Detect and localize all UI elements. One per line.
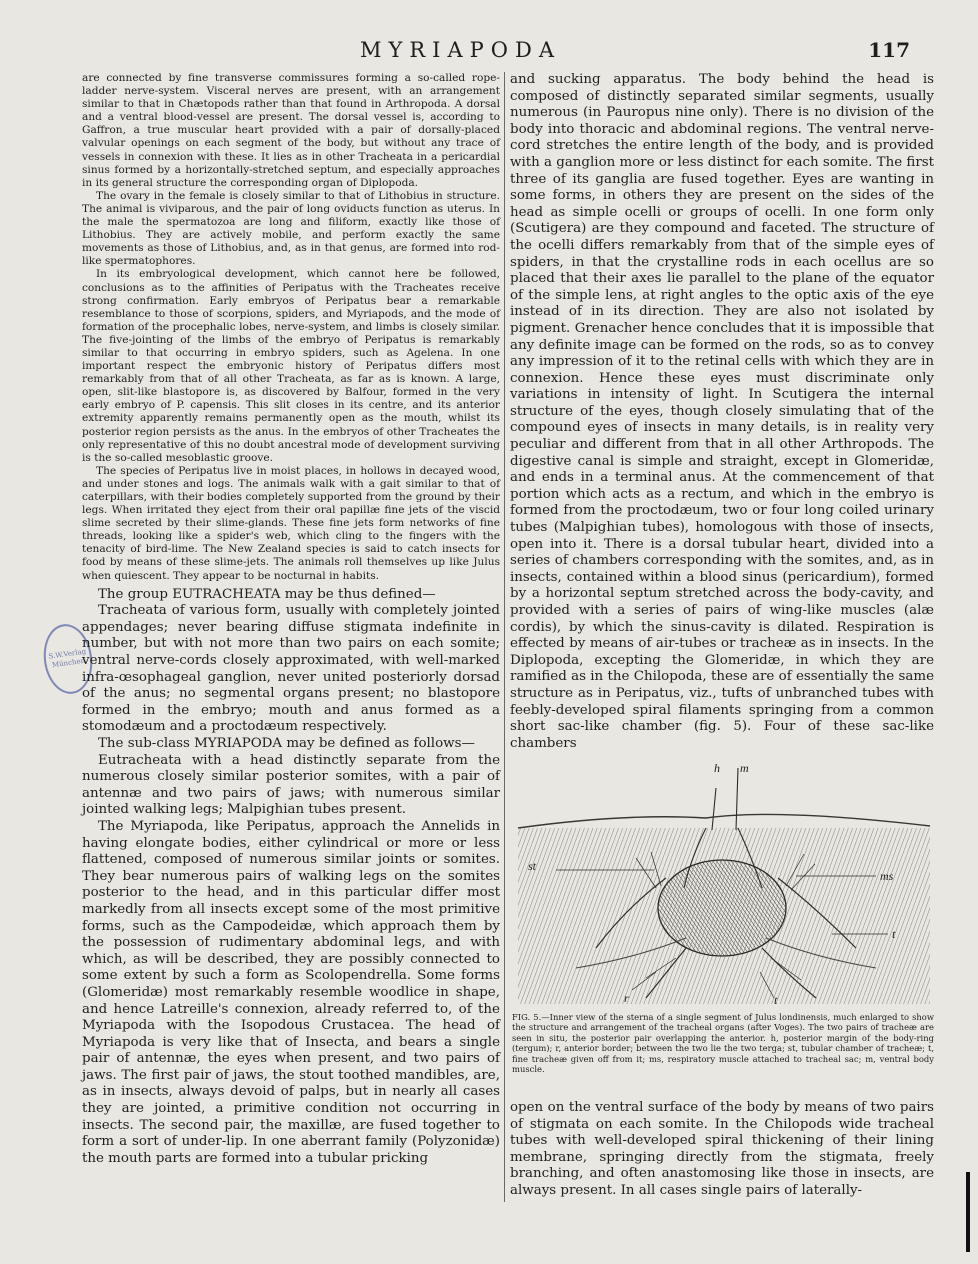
paragraph: The group EUTRACHEATA may be thus defined— xyxy=(98,586,436,602)
paragraph: The sub-class MYRIAPODA may be defined as follows— xyxy=(98,736,475,751)
paragraph: The Myriapoda, like Peripatus, approach the Annelids in having elongate bodies, either cylindrical or more or less flattened, composed of numerous similar joints or somites. They bear numerous pairs of walking legs on the somites posterior to the head, and in this particular differ most markedly from all insects except some of the most primitive forms, such as the Campodeidæ, which approach them by the possession of rudimentary abdominal legs, and with which, as will be described, they are possibly connected to some extent by such a form as Scolopendrella. Some forms (Glomeridæ) most remarkably resemble woodlice in shape, and hence Latreille's connexion, already referred to, of the Myriapoda with the Isopodous Crustacea. The head of Myriapoda is very like that of Insecta, and bears a single pair of antennæ, the eyes when present, and two pairs of jaws. The first pair of jaws, the stout toothed mandibles, are, as in insects, always devoid of palps, but in nearly all cases they are jointed, a primitive condition not occurring in insects. The second pair, the maxillæ, are fused together to form a sort of under-lip. In one aberrant family (Polyzonidæ) the mouth parts are formed into a tubular pricking xyxy=(82,818,500,1166)
label-r: r xyxy=(624,991,629,1005)
label-ms: ms xyxy=(880,869,894,883)
paragraph: Tracheata of various form, usually with completely jointed appendages; never bearing diffuse stigmata indefinite in number, but with not more than two pairs on each somite; ventral nerve-cords closely approximated, with well-marked infra-œsophageal ganglion, never united posteriorly dorsad of the anus; no segmental organs present; no blastopore formed in the embryo; mouth and anus formed as a stomodæum and a proctodæum respectively. xyxy=(82,603,500,735)
label-st: st xyxy=(528,859,537,873)
column-divider xyxy=(504,72,505,1202)
label-h: h xyxy=(714,761,720,775)
scan-edge-mark xyxy=(966,1172,970,1252)
figure-caption: FIG. 5.—Inner view of the sterna of a single segment of Julus londinensis, much enlarged to show the structure and arrangement of the tracheal organs (after Voges). The two pairs of tracheæ are seen in situ, the posterior pair overlapping the anterior. h, posterior margin of the body-ring (tergum); r, anterior border; between the two lie the two terga; st, tubular chamber of tracheæ; t, fine tracheæ given off from it; ms, respiratory muscle attached to tracheal sac; m, ventral body muscle. xyxy=(512,1012,934,1075)
right-column xyxy=(510,72,934,752)
paragraph: are connected by fine transverse commissures forming a so-called rope-ladder nerve-system. Visceral nerves are present, with an arrangement similar to that in Chætopods rather than that found in Arthropoda. A dorsal and a ventral blood-vessel are present. The dorsal vessel is, according to Gaffron, a true muscular heart provided with a pair of dorsally-placed valvular openings on each segment of the body, but without any trace of vessels in connexion with these. It lies as in other Tracheata in a pericardial sinus formed by a horizontally-stretched septum, and especially approaches in its general structure the corresponding organ of Diplopoda. xyxy=(82,72,500,189)
paragraph: In its embryological development, which cannot here be followed, conclusions as to the affinities of Peripatus with the Tracheates receive strong confirmation. Early embryos of Peripatus bear a remarkable resemblance to those of scorpions, spiders, and Myriapods, and the mode of formation of the procephalic lobes, nerve-system, and limbs is closely similar. The five-jointing of the limbs of the embryo of Peripatus is remarkably similar to that occurring in embryo spiders, such as Agelena. In one important respect the embryonic history of Peripatus differs most remarkably from that of all other Tracheata, as far as is known. A large, open, slit-like blastopore is, as discovered by Balfour, formed in the very early embryo of P. capensis. This slit closes in its centre, and its anterior extremity apparently remains permanently open as the mouth, whilst its posterior region persists as the anus. In the embryos of other Tracheates the only representative of this no doubt ancestral mode of development surviving is the so-called mesoblastic groove. xyxy=(82,268,500,464)
small-print-block xyxy=(82,72,500,583)
right-column-continuation: open on the ventral surface of the body by means of two pairs of stigmata on each somite. In the Chilopods wide tracheal tubes with well-developed spiral thickening of their lining membrane, springing directly from the stigmata, freely branching, and often anastomosing like those in insects, are always present. In all cases single pairs of laterally- xyxy=(510,1100,934,1198)
label-t-lower: t xyxy=(774,993,778,1006)
page-header xyxy=(0,38,978,64)
left-column xyxy=(82,72,500,1167)
label-m: m xyxy=(740,761,749,775)
paragraph: and sucking apparatus. The body behind the head is composed of distinctly separated similar segments, usually numerous (in Pauropus nine only). There is no division of the body into thoracic and abdominal regions. The ventral nerve-cord stretches the entire length of the body, and is provided with a ganglion more or less distinct for each somite. The first three of its ganglia are fused together. Eyes are wanting in some forms, in others they are present on the sides of the head as simple ocelli or groups of ocelli. In one form only (Scutigera) are they compound and faceted. The structure of the ocelli differs remarkably from that of the simple eyes of spiders, in that the crystalline rods in each ocellus are so placed that their axes lie parallel to the plane of the equator of the simple lens, at right angles to the optic axis of the eye instead of in its direction. They are also not isolated by pigment. Grenacher hence concludes that it is impossible that any definite image can be formed on the rods, so as to convey any impression of it to the retinal cells with which they are in connexion. Hence these eyes must discriminate only variations in intensity of light. In Scutigera the internal structure of the eyes, though closely simulating that of the compound eyes of insects in many details, is in reality very peculiar and different from that in all other Arthropods. The digestive canal is simple and straight, except in Glomeridæ, and ends in a terminal anus. At the commencement of that portion which acts as a rectum, and which in the embryo is formed from the proctodæum, two or four long coiled urinary tubes (Malpighian tubes), homologous with those of insects, open into it. There is a dorsal tubular heart, divided into a series of chambers corresponding with the somites, and, as in insects, contained within a blood sinus (pericardium), formed by a horizontal septum stretched across the body-cavity, and provided with a series of pairs of wing-like muscles (alæ cordis), by which the sinus-cavity is dilated. Respiration is effected by means of air-tubes or tracheæ as in insects. In the Diplopoda, excepting the Glomeridæ, in which they are ramified as in the Chilopoda, these are of essentially the same structure as in Peripatus, viz., tufts of unbranched tubes with feebly-developed spiral filaments springing from a common short sac-like chamber (fig. 5). Four of these sac-like chambers xyxy=(510,72,934,751)
paragraph: The species of Peripatus live in moist places, in hollows in decayed wood, and under stones and logs. The animals walk with a gait similar to that of caterpillars, with their bodies completely supported from the ground by their legs. When irritated they eject from their oral papillæ fine jets of the viscid slime secreted by their slime-glands. These fine jets form networks of fine threads, looking like a spider's web, which cling to the fingers with the tenacity of bird-lime. The New Zealand species is said to catch insects for food by means of these slime-jets. The animals roll themselves up like Julus when quiescent. They appear to be nocturnal in habits. xyxy=(82,464,500,582)
page-number: 117 xyxy=(868,38,910,62)
label-t: t xyxy=(892,927,896,941)
large-print-block xyxy=(82,587,500,1168)
paragraph: Eutracheata with a head distinctly separate from the numerous closely similar posterior somites, with a pair of antennæ and two pairs of jaws; with numerous similar jointed walking legs; Malpighian tubes present. xyxy=(82,752,500,818)
figure-tracheal-organs xyxy=(516,758,934,1006)
tracheal-engraving xyxy=(516,758,934,1006)
stamp-text: S.W.Verlag München xyxy=(48,647,87,670)
running-title: MYRIAPODA xyxy=(360,38,561,62)
paragraph: The ovary in the female is closely similar to that of Lithobius in structure. The animal is viviparous, and the pair of long oviducts function as uterus. In the male the spermatozoa are long and filiform, exactly like those of Lithobius. They are actively mobile, and perform exactly the same movements as those of Lithobius, and, as in that genus, are formed into rod-like spermatophores. xyxy=(82,189,500,268)
